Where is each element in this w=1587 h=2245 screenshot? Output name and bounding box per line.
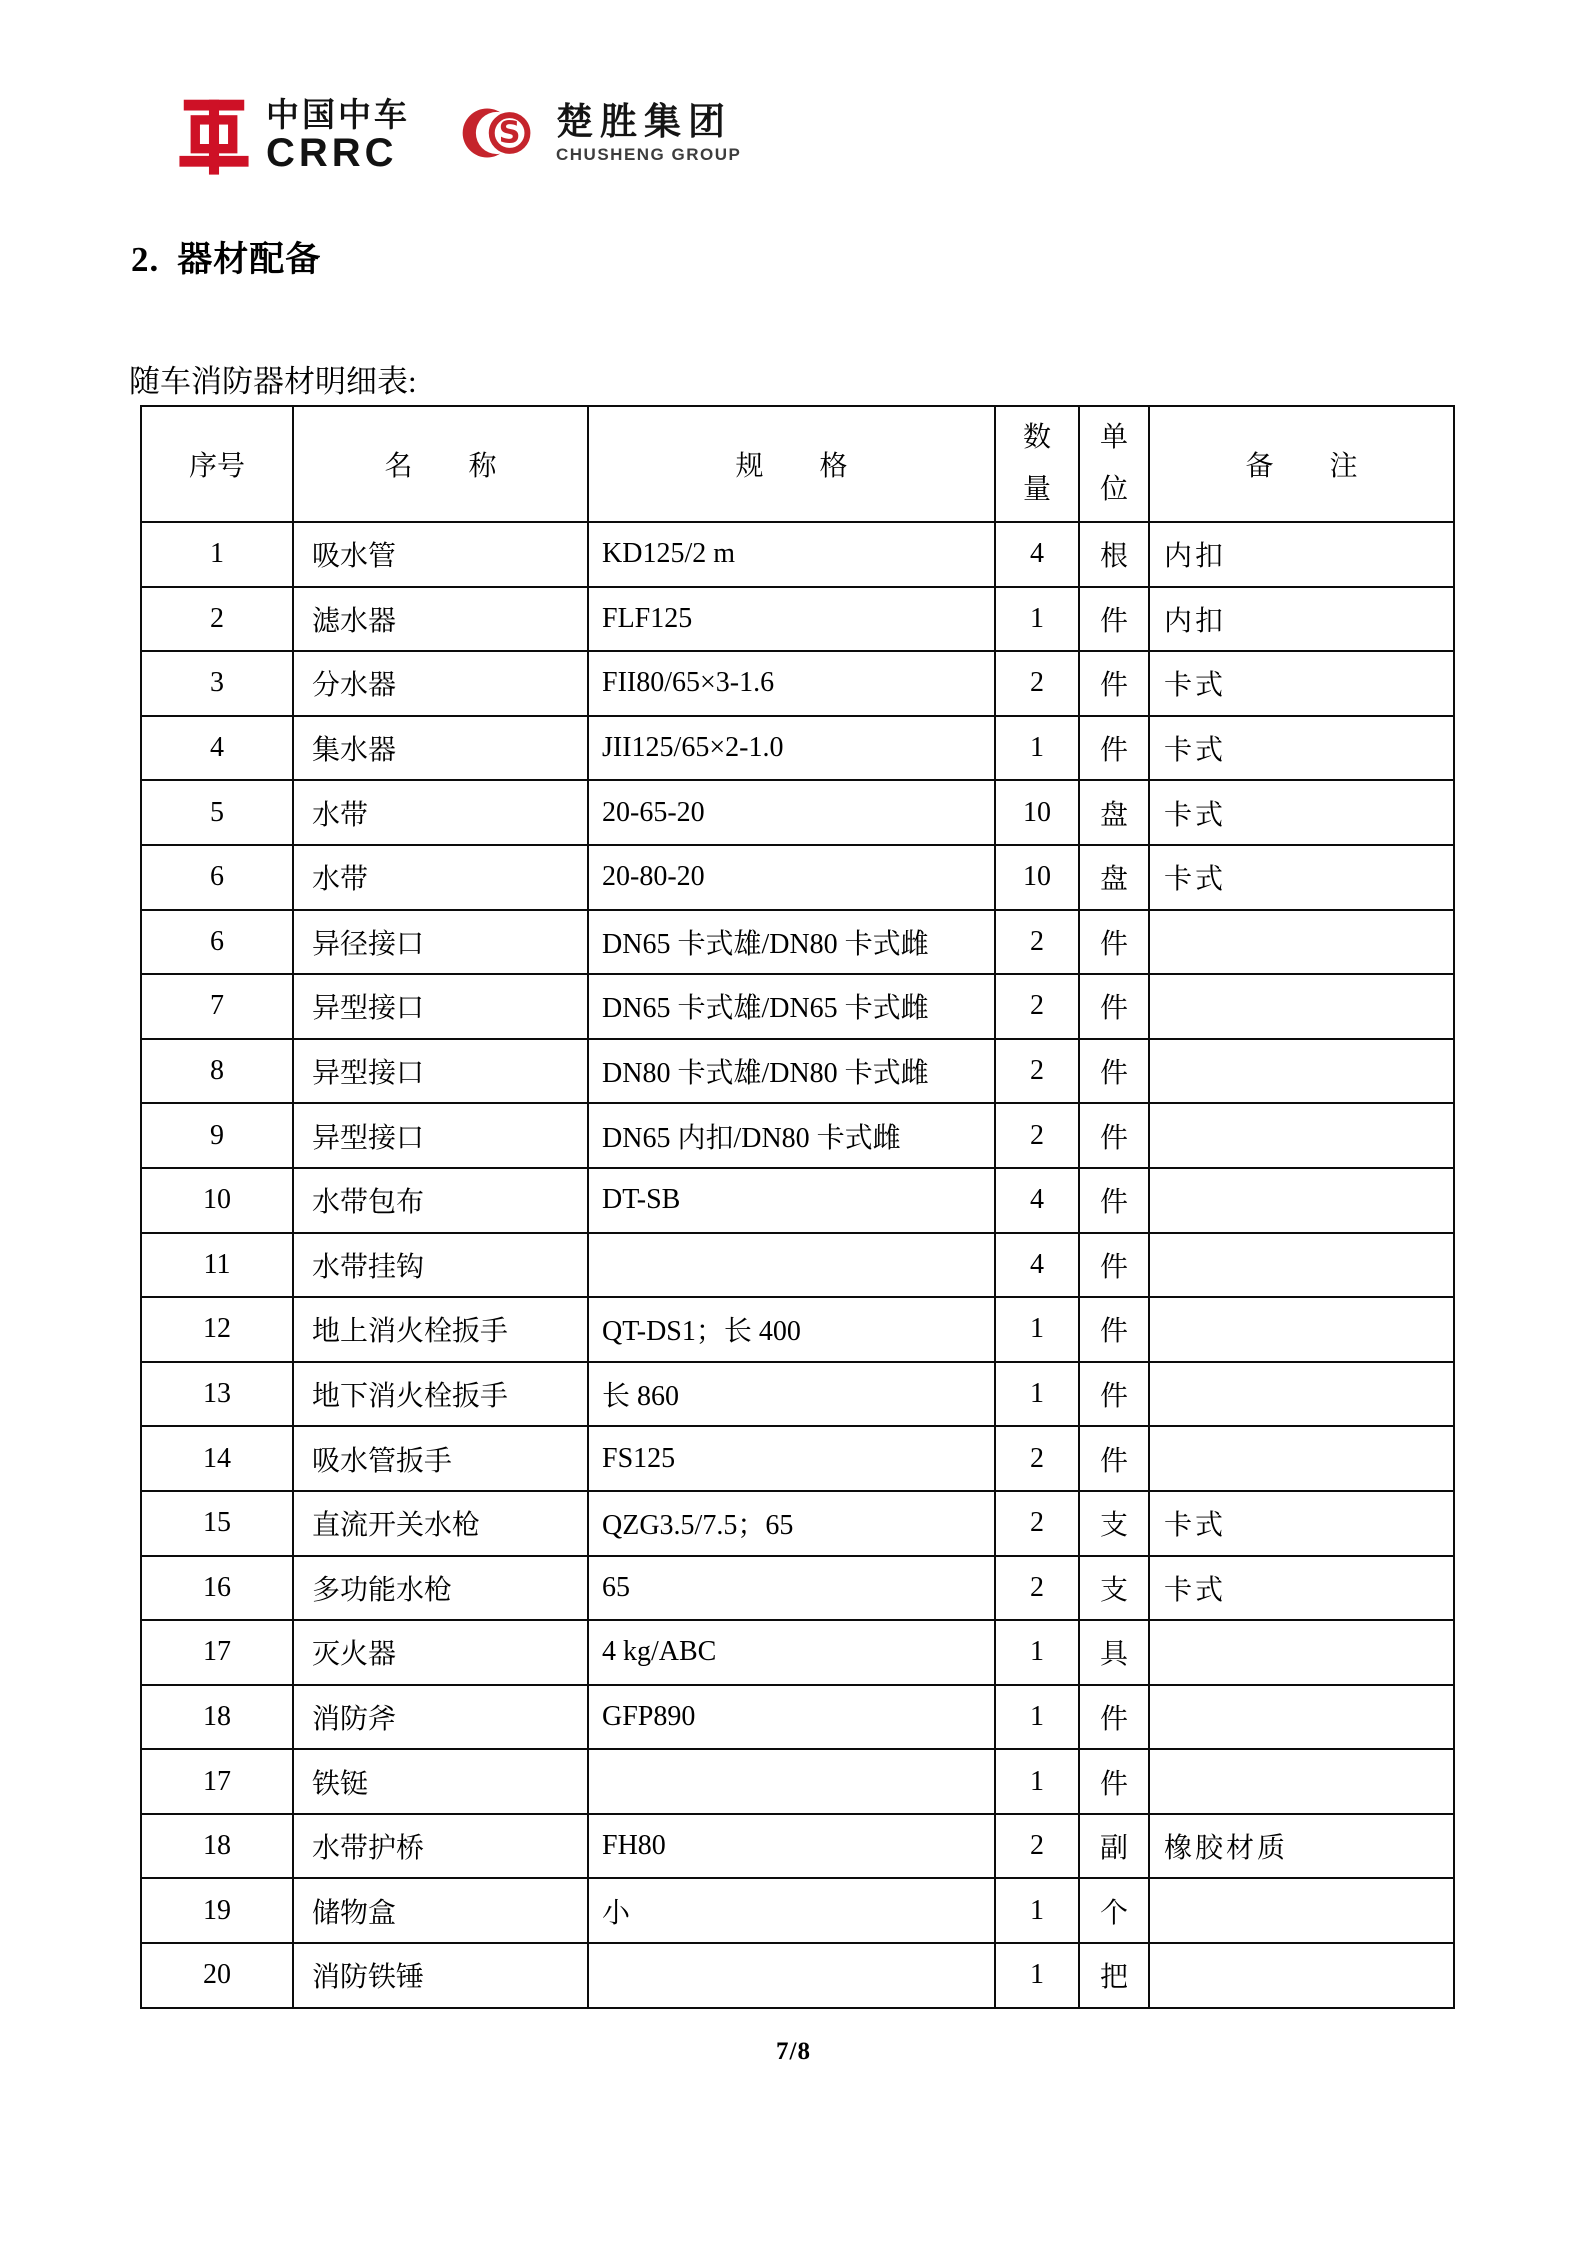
cell-spec: DN65 内扣/DN80 卡式雌	[588, 1103, 995, 1168]
table-row	[141, 1362, 1454, 1427]
cell-spec: GFP890	[588, 1685, 995, 1750]
cell-remark: 卡式	[1149, 780, 1454, 845]
cell-spec: 20-80-20	[588, 845, 995, 910]
cell-name: 水带包布	[293, 1168, 588, 1233]
cell-index: 6	[141, 845, 293, 910]
table-row	[141, 1168, 1454, 1233]
cell-name: 水带	[293, 845, 588, 910]
cell-remark	[1149, 1620, 1454, 1685]
col-header-unit-label: 单位	[1099, 422, 1128, 505]
cell-remark	[1149, 1878, 1454, 1943]
cell-spec	[588, 1233, 995, 1298]
cell-spec: QT-DS1；长 400	[588, 1297, 995, 1362]
chusheng-logo-text	[556, 103, 741, 163]
cell-remark: 卡式	[1149, 716, 1454, 781]
chusheng-monogram: S	[498, 115, 521, 151]
table-body	[141, 522, 1454, 2008]
cell-qty: 2	[995, 1814, 1079, 1879]
table-row	[141, 910, 1454, 975]
cell-name: 异型接口	[293, 1103, 588, 1168]
cell-name: 地上消火栓扳手	[293, 1297, 588, 1362]
cell-spec	[588, 1749, 995, 1814]
cell-spec	[588, 1943, 995, 2008]
cell-index: 13	[141, 1362, 293, 1427]
cell-qty: 1	[995, 1878, 1079, 1943]
cell-spec: DN80 卡式雄/DN80 卡式雌	[588, 1039, 995, 1104]
cell-remark	[1149, 1168, 1454, 1233]
col-header-unit	[1079, 406, 1149, 522]
cell-remark	[1149, 974, 1454, 1039]
table-row	[141, 1426, 1454, 1491]
table-row	[141, 1039, 1454, 1104]
cell-name: 铁铤	[293, 1749, 588, 1814]
cell-qty: 2	[995, 651, 1079, 716]
cell-spec: DT-SB	[588, 1168, 995, 1233]
table-row	[141, 522, 1454, 587]
table-row	[141, 1233, 1454, 1298]
cell-remark	[1149, 1362, 1454, 1427]
cell-unit: 件	[1079, 1426, 1149, 1491]
cell-index: 3	[141, 651, 293, 716]
cell-unit: 根	[1079, 522, 1149, 587]
cell-name: 地下消火栓扳手	[293, 1362, 588, 1427]
cell-unit: 支	[1079, 1491, 1149, 1556]
cell-qty: 10	[995, 845, 1079, 910]
cell-index: 17	[141, 1620, 293, 1685]
cell-qty: 4	[995, 522, 1079, 587]
page-number: 7/8	[776, 2038, 811, 2065]
cell-index: 7	[141, 974, 293, 1039]
cell-qty: 2	[995, 974, 1079, 1039]
table-row	[141, 1943, 1454, 2008]
cell-index: 20	[141, 1943, 293, 2008]
cell-qty: 2	[995, 910, 1079, 975]
table-row	[141, 1297, 1454, 1362]
cell-spec: FS125	[588, 1426, 995, 1491]
cell-index: 9	[141, 1103, 293, 1168]
cell-name: 异径接口	[293, 910, 588, 975]
cell-index: 12	[141, 1297, 293, 1362]
cell-remark	[1149, 1233, 1454, 1298]
cell-unit: 盘	[1079, 845, 1149, 910]
section-heading	[131, 232, 321, 282]
cell-spec: QZG3.5/7.5；65	[588, 1491, 995, 1556]
cell-qty: 4	[995, 1233, 1079, 1298]
chusheng-logo	[462, 92, 741, 174]
col-header-name: 名 称	[293, 406, 588, 522]
cell-unit: 件	[1079, 1685, 1149, 1750]
cell-remark	[1149, 1039, 1454, 1104]
cell-spec: DN65 卡式雄/DN80 卡式雌	[588, 910, 995, 975]
cell-spec: 长 860	[588, 1362, 995, 1427]
cell-remark: 橡胶材质	[1149, 1814, 1454, 1879]
table-row	[141, 716, 1454, 781]
cell-name: 吸水管扳手	[293, 1426, 588, 1491]
crrc-logo-text	[266, 95, 410, 175]
cell-name: 多功能水枪	[293, 1556, 588, 1621]
cell-name: 储物盒	[293, 1878, 588, 1943]
table-row	[141, 1620, 1454, 1685]
cell-qty: 4	[995, 1168, 1079, 1233]
cell-qty: 1	[995, 716, 1079, 781]
cell-remark: 卡式	[1149, 1491, 1454, 1556]
cell-index: 8	[141, 1039, 293, 1104]
cell-name: 直流开关水枪	[293, 1491, 588, 1556]
cell-spec: 4 kg/ABC	[588, 1620, 995, 1685]
cell-index: 18	[141, 1685, 293, 1750]
col-header-qty-label: 数量	[1022, 422, 1051, 505]
cell-name: 水带护桥	[293, 1814, 588, 1879]
table-row	[141, 1491, 1454, 1556]
cell-name: 吸水管	[293, 522, 588, 587]
cell-index: 15	[141, 1491, 293, 1556]
cell-qty: 2	[995, 1039, 1079, 1104]
table-row	[141, 974, 1454, 1039]
cell-index: 4	[141, 716, 293, 781]
chusheng-logo-icon	[462, 92, 540, 174]
cell-remark: 卡式	[1149, 651, 1454, 716]
crrc-logo	[178, 92, 410, 178]
cell-remark	[1149, 1943, 1454, 2008]
cell-unit: 把	[1079, 1943, 1149, 2008]
cell-spec: 小	[588, 1878, 995, 1943]
cell-remark: 内扣	[1149, 587, 1454, 652]
cell-unit: 件	[1079, 910, 1149, 975]
cell-remark	[1149, 1426, 1454, 1491]
table-row	[141, 1814, 1454, 1879]
cell-name: 消防铁锤	[293, 1943, 588, 2008]
table-row	[141, 1878, 1454, 1943]
cell-index: 1	[141, 522, 293, 587]
table-row	[141, 1103, 1454, 1168]
cell-unit: 件	[1079, 716, 1149, 781]
cell-index: 11	[141, 1233, 293, 1298]
col-header-qty	[995, 406, 1079, 522]
cell-spec: FH80	[588, 1814, 995, 1879]
col-header-remark: 备 注	[1149, 406, 1454, 522]
cell-qty: 2	[995, 1491, 1079, 1556]
cell-name: 水带挂钩	[293, 1233, 588, 1298]
table-row	[141, 587, 1454, 652]
cell-qty: 1	[995, 1297, 1079, 1362]
cell-remark	[1149, 1297, 1454, 1362]
table-row	[141, 1749, 1454, 1814]
table-row	[141, 780, 1454, 845]
cell-unit: 件	[1079, 1233, 1149, 1298]
equipment-table	[140, 405, 1455, 2009]
cell-index: 5	[141, 780, 293, 845]
cell-spec: DN65 卡式雄/DN65 卡式雌	[588, 974, 995, 1039]
cell-index: 18	[141, 1814, 293, 1879]
cell-index: 10	[141, 1168, 293, 1233]
cell-spec: FII80/65×3-1.6	[588, 651, 995, 716]
cell-name: 分水器	[293, 651, 588, 716]
crrc-logo-cn: 中国中车	[266, 95, 410, 133]
cell-unit: 件	[1079, 651, 1149, 716]
table-row	[141, 651, 1454, 716]
cell-qty: 1	[995, 1620, 1079, 1685]
crrc-logo-en: CRRC	[266, 130, 398, 175]
chusheng-logo-cn: 楚胜集团	[556, 101, 732, 142]
cell-unit: 件	[1079, 587, 1149, 652]
cell-qty: 1	[995, 1362, 1079, 1427]
table-header-row	[141, 406, 1454, 522]
section-heading-number: 2.	[131, 240, 160, 279]
cell-remark: 内扣	[1149, 522, 1454, 587]
cell-spec: JII125/65×2-1.0	[588, 716, 995, 781]
cell-spec: 65	[588, 1556, 995, 1621]
cell-qty: 1	[995, 1749, 1079, 1814]
cell-qty: 1	[995, 1943, 1079, 2008]
table-row	[141, 845, 1454, 910]
section-heading-text: 器材配备	[177, 240, 322, 279]
cell-unit: 件	[1079, 1749, 1149, 1814]
cell-qty: 2	[995, 1103, 1079, 1168]
cell-qty: 10	[995, 780, 1079, 845]
cell-name: 异型接口	[293, 974, 588, 1039]
cell-spec: 20-65-20	[588, 780, 995, 845]
cell-unit: 件	[1079, 1297, 1149, 1362]
cell-name: 水带	[293, 780, 588, 845]
table-header	[141, 406, 1454, 522]
cell-remark	[1149, 1749, 1454, 1814]
cell-remark	[1149, 1103, 1454, 1168]
cell-qty: 1	[995, 587, 1079, 652]
cell-name: 滤水器	[293, 587, 588, 652]
cell-index: 16	[141, 1556, 293, 1621]
cell-unit: 盘	[1079, 780, 1149, 845]
cell-index: 17	[141, 1749, 293, 1814]
cell-unit: 件	[1079, 1362, 1149, 1427]
cell-unit: 副	[1079, 1814, 1149, 1879]
cell-index: 6	[141, 910, 293, 975]
cell-remark: 卡式	[1149, 845, 1454, 910]
cell-remark	[1149, 910, 1454, 975]
cell-name: 集水器	[293, 716, 588, 781]
cell-unit: 件	[1079, 1168, 1149, 1233]
crrc-logo-icon	[178, 92, 250, 178]
cell-remark: 卡式	[1149, 1556, 1454, 1621]
chusheng-logo-en: CHUSHENG GROUP	[556, 145, 742, 164]
cell-unit: 件	[1079, 1039, 1149, 1104]
logo-header	[178, 92, 741, 178]
cell-qty: 2	[995, 1426, 1079, 1491]
cell-unit: 件	[1079, 974, 1149, 1039]
cell-index: 14	[141, 1426, 293, 1491]
cell-name: 消防斧	[293, 1685, 588, 1750]
cell-unit: 个	[1079, 1878, 1149, 1943]
cell-remark	[1149, 1685, 1454, 1750]
col-header-index: 序号	[141, 406, 293, 522]
cell-qty: 2	[995, 1556, 1079, 1621]
cell-spec: FLF125	[588, 587, 995, 652]
cell-unit: 件	[1079, 1103, 1149, 1168]
cell-spec: KD125/2 m	[588, 522, 995, 587]
cell-unit: 具	[1079, 1620, 1149, 1685]
cell-name: 异型接口	[293, 1039, 588, 1104]
table-row	[141, 1556, 1454, 1621]
col-header-spec: 规 格	[588, 406, 995, 522]
cell-qty: 1	[995, 1685, 1079, 1750]
cell-index: 19	[141, 1878, 293, 1943]
cell-index: 2	[141, 587, 293, 652]
table-caption: 随车消防器材明细表:	[129, 364, 417, 399]
table-row	[141, 1685, 1454, 1750]
cell-name: 灭火器	[293, 1620, 588, 1685]
cell-unit: 支	[1079, 1556, 1149, 1621]
